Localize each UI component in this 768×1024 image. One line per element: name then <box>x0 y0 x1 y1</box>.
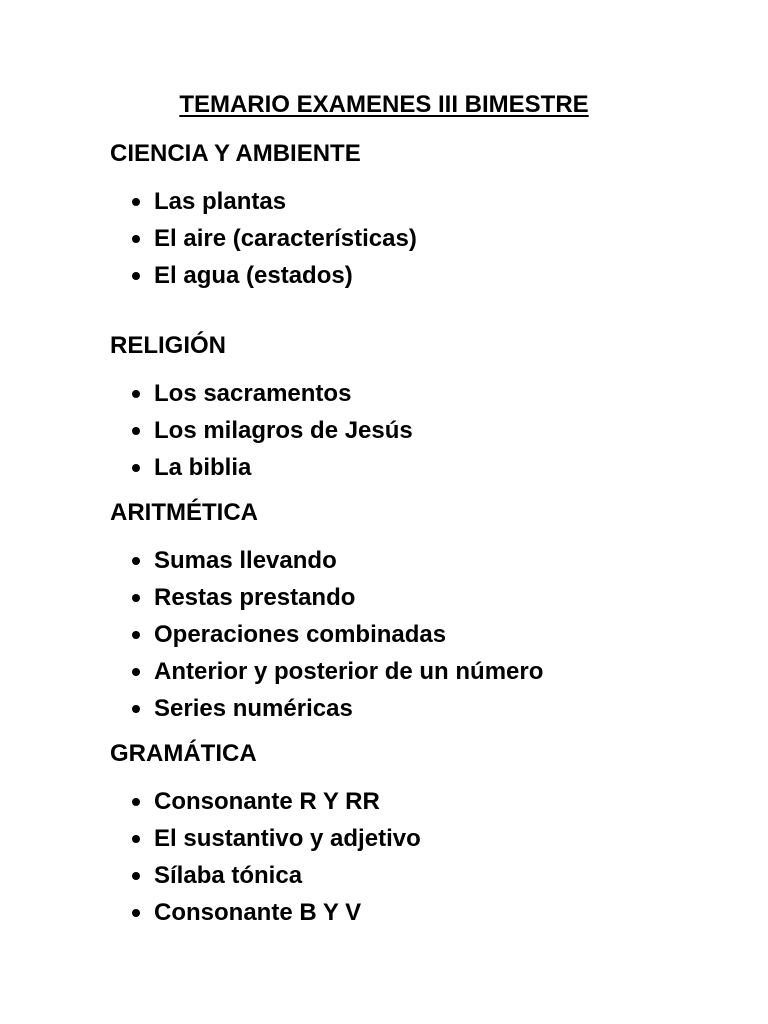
list-item-text: Los milagros de Jesús <box>154 417 413 444</box>
bullet-icon <box>132 464 140 472</box>
bullet-icon <box>132 798 140 806</box>
list-item-text: Anterior y posterior de un número <box>154 658 544 685</box>
section-heading: ARITMÉTICA <box>110 499 258 526</box>
bullet-icon <box>132 390 140 398</box>
list-item <box>110 894 730 931</box>
list-item <box>110 257 730 294</box>
list-item <box>110 820 730 857</box>
bullet-icon <box>132 235 140 243</box>
list-item-text: El sustantivo y adjetivo <box>154 825 421 852</box>
list-item-text: Consonante B Y V <box>154 899 362 926</box>
list-item-text: Sílaba tónica <box>154 862 303 889</box>
list-item <box>110 375 730 412</box>
bullet-icon <box>132 272 140 280</box>
bullet-icon <box>132 909 140 917</box>
list-item-text: Restas prestando <box>154 584 356 611</box>
topic-list <box>110 183 730 294</box>
list-item-text: Operaciones combinadas <box>154 621 447 648</box>
bullet-icon <box>132 594 140 602</box>
list-item <box>110 579 730 616</box>
list-item <box>110 220 730 257</box>
list-item <box>110 449 730 486</box>
list-item <box>110 616 730 653</box>
bullet-icon <box>132 557 140 565</box>
bullet-icon <box>132 631 140 639</box>
list-item <box>110 183 730 220</box>
list-item-text: Consonante R Y RR <box>154 788 380 815</box>
section-heading: RELIGIÓN <box>110 332 227 359</box>
section-aritmetica <box>110 496 730 727</box>
list-item <box>110 690 730 727</box>
list-item <box>110 412 730 449</box>
bullet-icon <box>132 872 140 880</box>
list-item-text: El aire (características) <box>154 225 417 252</box>
list-item-text: Sumas llevando <box>154 547 337 574</box>
section-religion <box>110 329 730 486</box>
list-item <box>110 783 730 820</box>
list-item-text: La biblia <box>154 454 252 481</box>
section-gramatica <box>110 737 730 931</box>
bullet-icon <box>132 835 140 843</box>
list-item-text: El agua (estados) <box>154 262 353 289</box>
list-item-text: Series numéricas <box>154 695 353 722</box>
list-item-text: Las plantas <box>154 188 287 215</box>
list-item <box>110 857 730 894</box>
list-item-text: Los sacramentos <box>154 380 352 407</box>
topic-list <box>110 542 730 727</box>
section-heading: GRAMÁTICA <box>110 740 257 767</box>
bullet-icon <box>132 198 140 206</box>
bullet-icon <box>132 427 140 435</box>
bullet-icon <box>132 668 140 676</box>
section-ciencia-y-ambiente <box>110 137 730 294</box>
list-item <box>110 542 730 579</box>
topic-list <box>110 375 730 486</box>
section-heading: CIENCIA Y AMBIENTE <box>110 140 361 167</box>
topic-list <box>110 783 730 931</box>
bullet-icon <box>132 705 140 713</box>
document-title: TEMARIO EXAMENES III BIMESTRE <box>179 91 589 118</box>
list-item <box>110 653 730 690</box>
